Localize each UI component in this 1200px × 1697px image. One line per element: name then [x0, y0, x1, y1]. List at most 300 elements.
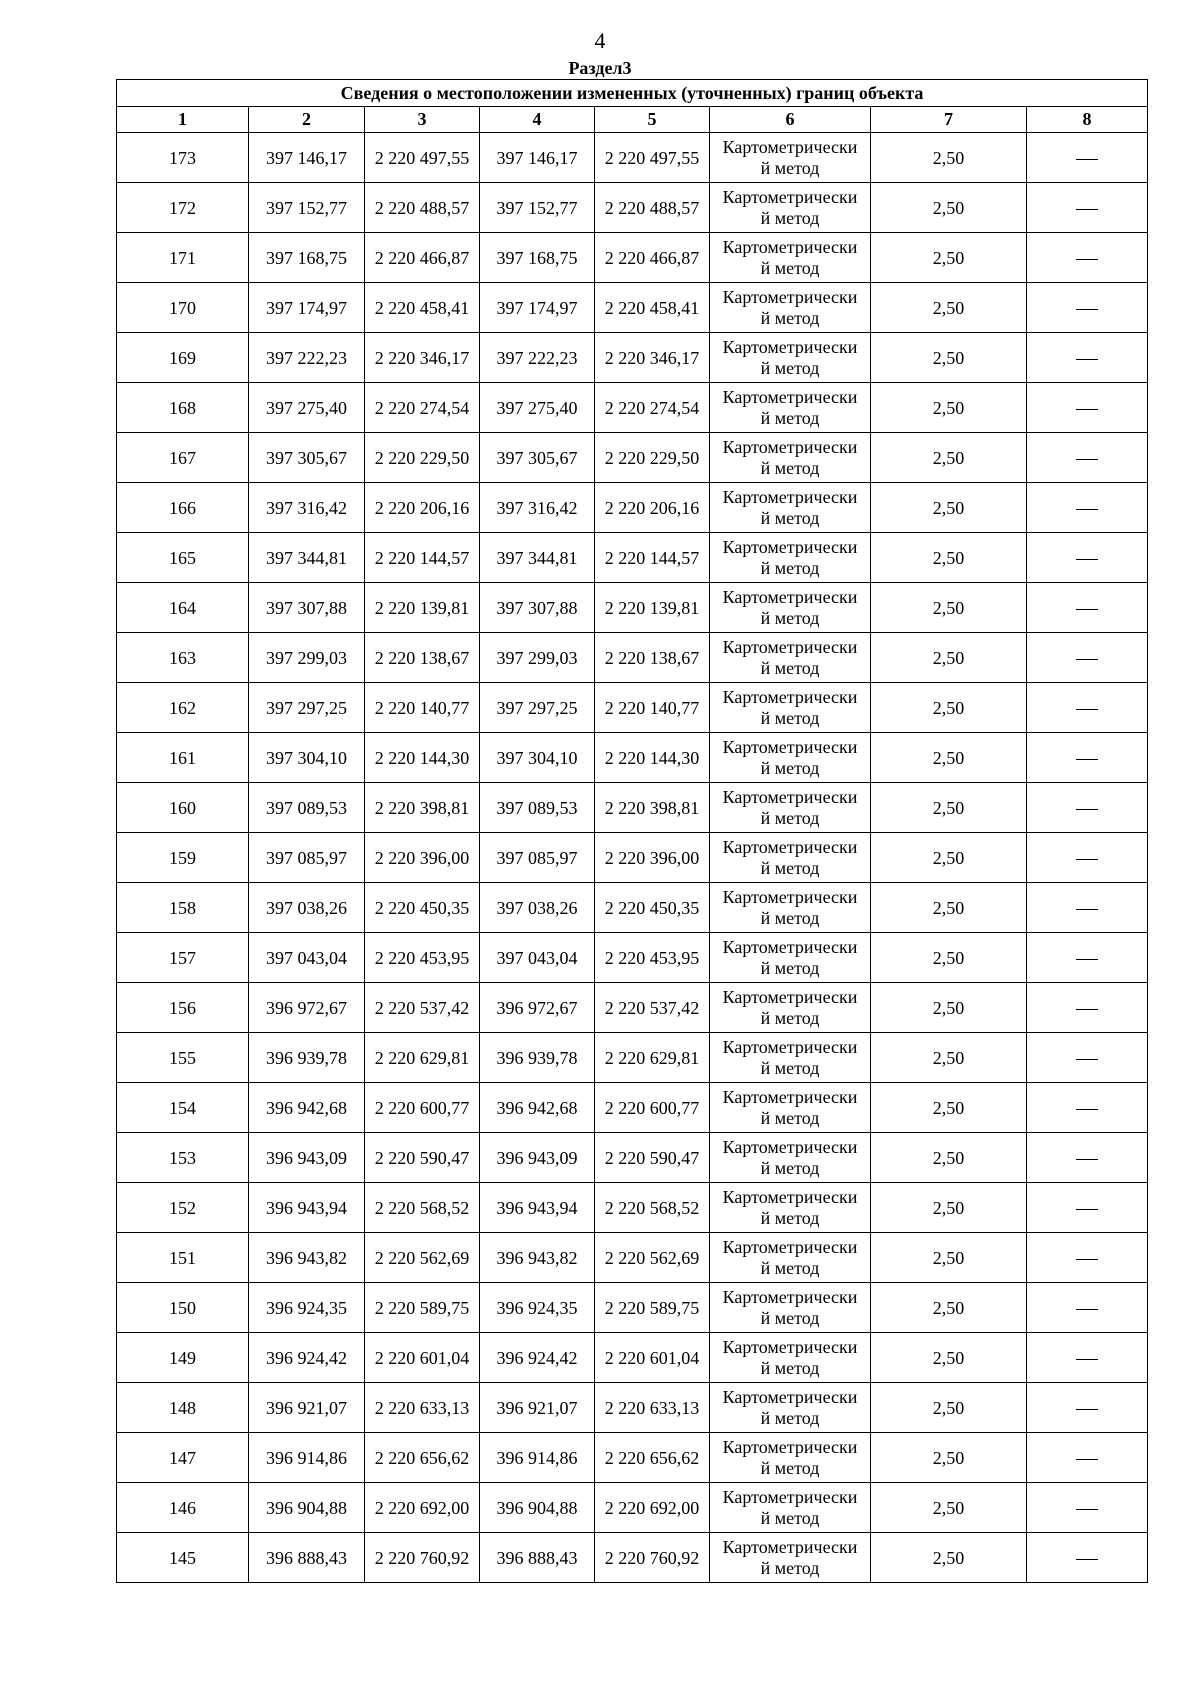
refined-x-cell: 397 344,81 — [480, 533, 595, 583]
accuracy-cell: 2,50 — [871, 783, 1027, 833]
point-number-cell: 156 — [117, 983, 249, 1033]
accuracy-cell: 2,50 — [871, 1483, 1027, 1533]
column-header-7: 7 — [871, 107, 1027, 133]
refined-y-cell: 2 220 600,77 — [595, 1083, 710, 1133]
method-text-line1: Картометрически — [722, 186, 858, 207]
existing-x-cell: 397 316,42 — [249, 483, 365, 533]
accuracy-cell: 2,50 — [871, 483, 1027, 533]
method-cell — [710, 333, 871, 383]
empty-value-cell — [1027, 583, 1148, 633]
existing-x-cell: 396 943,09 — [249, 1133, 365, 1183]
refined-y-cell: 2 220 396,00 — [595, 833, 710, 883]
table-row — [117, 283, 1148, 333]
accuracy-cell: 2,50 — [871, 983, 1027, 1033]
point-number-cell: 167 — [117, 433, 249, 483]
dash-mark — [1076, 909, 1098, 910]
empty-value-cell — [1027, 433, 1148, 483]
empty-value-cell — [1027, 783, 1148, 833]
empty-value-cell — [1027, 833, 1148, 883]
existing-y-cell: 2 220 589,75 — [365, 1283, 480, 1333]
method-text-line2: й метод — [760, 207, 820, 228]
existing-y-cell: 2 220 450,35 — [365, 883, 480, 933]
existing-y-cell: 2 220 629,81 — [365, 1033, 480, 1083]
refined-y-cell: 2 220 144,30 — [595, 733, 710, 783]
accuracy-cell: 2,50 — [871, 1183, 1027, 1233]
method-cell — [710, 1283, 871, 1333]
dash-mark — [1076, 1109, 1098, 1110]
refined-y-cell: 2 220 497,55 — [595, 133, 710, 183]
empty-value-cell — [1027, 1533, 1148, 1583]
dash-mark — [1076, 1059, 1098, 1060]
method-text-line2: й метод — [760, 857, 820, 878]
table-row — [117, 933, 1148, 983]
method-cell — [710, 1533, 871, 1583]
point-number-cell: 170 — [117, 283, 249, 333]
existing-y-cell: 2 220 346,17 — [365, 333, 480, 383]
dash-mark — [1076, 709, 1098, 710]
method-text-line1: Картометрически — [722, 286, 858, 307]
refined-x-cell: 396 943,82 — [480, 1233, 595, 1283]
refined-x-cell: 396 904,88 — [480, 1483, 595, 1533]
method-text-line1: Картометрически — [722, 136, 858, 157]
method-cell — [710, 1233, 871, 1283]
coordinates-table — [116, 79, 1148, 1583]
point-number-cell: 168 — [117, 383, 249, 433]
method-text-line1: Картометрически — [722, 436, 858, 457]
existing-y-cell: 2 220 138,67 — [365, 633, 480, 683]
existing-y-cell: 2 220 140,77 — [365, 683, 480, 733]
method-text-line2: й метод — [760, 457, 820, 478]
method-text-line2: й метод — [760, 1507, 820, 1528]
refined-y-cell: 2 220 398,81 — [595, 783, 710, 833]
existing-x-cell: 397 307,88 — [249, 583, 365, 633]
existing-x-cell: 396 972,67 — [249, 983, 365, 1033]
column-header-1: 1 — [117, 107, 249, 133]
table-row — [117, 383, 1148, 433]
dash-mark — [1076, 1259, 1098, 1260]
refined-x-cell: 397 305,67 — [480, 433, 595, 483]
table-caption: Сведения о местоположении измененных (уточненных) границ объекта — [117, 80, 1148, 107]
method-cell — [710, 1433, 871, 1483]
method-text-line1: Картометрически — [722, 1036, 858, 1057]
dash-mark — [1076, 1009, 1098, 1010]
point-number-cell: 150 — [117, 1283, 249, 1333]
existing-x-cell: 397 146,17 — [249, 133, 365, 183]
refined-x-cell: 396 921,07 — [480, 1383, 595, 1433]
column-number-row — [117, 107, 1148, 133]
refined-y-cell: 2 220 206,16 — [595, 483, 710, 533]
existing-y-cell: 2 220 206,16 — [365, 483, 480, 533]
method-cell — [710, 733, 871, 783]
existing-y-cell: 2 220 229,50 — [365, 433, 480, 483]
existing-x-cell: 396 921,07 — [249, 1383, 365, 1433]
table-row — [117, 983, 1148, 1033]
table-row — [117, 1133, 1148, 1183]
table-row — [117, 1233, 1148, 1283]
empty-value-cell — [1027, 1283, 1148, 1333]
point-number-cell: 161 — [117, 733, 249, 783]
method-text-line2: й метод — [760, 1157, 820, 1178]
refined-y-cell: 2 220 760,92 — [595, 1533, 710, 1583]
existing-x-cell: 397 297,25 — [249, 683, 365, 733]
existing-y-cell: 2 220 692,00 — [365, 1483, 480, 1533]
method-text-line1: Картометрически — [722, 1436, 858, 1457]
accuracy-cell: 2,50 — [871, 733, 1027, 783]
method-cell — [710, 683, 871, 733]
refined-y-cell: 2 220 144,57 — [595, 533, 710, 583]
existing-x-cell: 396 943,94 — [249, 1183, 365, 1233]
refined-x-cell: 397 297,25 — [480, 683, 595, 733]
accuracy-cell: 2,50 — [871, 833, 1027, 883]
refined-x-cell: 397 222,23 — [480, 333, 595, 383]
empty-value-cell — [1027, 133, 1148, 183]
method-cell — [710, 1483, 871, 1533]
dash-mark — [1076, 359, 1098, 360]
method-text-line2: й метод — [760, 957, 820, 978]
point-number-cell: 152 — [117, 1183, 249, 1233]
refined-x-cell: 397 146,17 — [480, 133, 595, 183]
accuracy-cell: 2,50 — [871, 283, 1027, 333]
method-text-line2: й метод — [760, 507, 820, 528]
accuracy-cell: 2,50 — [871, 1083, 1027, 1133]
refined-x-cell: 397 316,42 — [480, 483, 595, 533]
refined-x-cell: 396 972,67 — [480, 983, 595, 1033]
dash-mark — [1076, 409, 1098, 410]
accuracy-cell: 2,50 — [871, 233, 1027, 283]
method-cell — [710, 433, 871, 483]
method-text-line1: Картометрически — [722, 836, 858, 857]
refined-y-cell: 2 220 488,57 — [595, 183, 710, 233]
existing-y-cell: 2 220 453,95 — [365, 933, 480, 983]
method-text-line1: Картометрически — [722, 1286, 858, 1307]
point-number-cell: 145 — [117, 1533, 249, 1583]
method-text-line1: Картометрически — [722, 486, 858, 507]
point-number-cell: 171 — [117, 233, 249, 283]
refined-x-cell: 397 304,10 — [480, 733, 595, 783]
refined-y-cell: 2 220 589,75 — [595, 1283, 710, 1333]
refined-y-cell: 2 220 656,62 — [595, 1433, 710, 1483]
refined-y-cell: 2 220 692,00 — [595, 1483, 710, 1533]
method-text-line1: Картометрически — [722, 236, 858, 257]
existing-y-cell: 2 220 396,00 — [365, 833, 480, 883]
accuracy-cell: 2,50 — [871, 1133, 1027, 1183]
refined-x-cell: 396 924,35 — [480, 1283, 595, 1333]
method-text-line2: й метод — [760, 607, 820, 628]
empty-value-cell — [1027, 1333, 1148, 1383]
existing-x-cell: 397 089,53 — [249, 783, 365, 833]
point-number-cell: 155 — [117, 1033, 249, 1083]
accuracy-cell: 2,50 — [871, 1433, 1027, 1483]
empty-value-cell — [1027, 183, 1148, 233]
dash-mark — [1076, 209, 1098, 210]
empty-value-cell — [1027, 1083, 1148, 1133]
point-number-cell: 153 — [117, 1133, 249, 1183]
dash-mark — [1076, 1359, 1098, 1360]
existing-x-cell: 397 305,67 — [249, 433, 365, 483]
method-cell — [710, 833, 871, 883]
refined-x-cell: 397 038,26 — [480, 883, 595, 933]
existing-x-cell: 396 939,78 — [249, 1033, 365, 1083]
method-cell — [710, 233, 871, 283]
method-text-line2: й метод — [760, 907, 820, 928]
table-row — [117, 483, 1148, 533]
refined-y-cell: 2 220 274,54 — [595, 383, 710, 433]
point-number-cell: 165 — [117, 533, 249, 583]
accuracy-cell: 2,50 — [871, 183, 1027, 233]
method-text-line2: й метод — [760, 1307, 820, 1328]
existing-y-cell: 2 220 144,57 — [365, 533, 480, 583]
dash-mark — [1076, 809, 1098, 810]
point-number-cell: 151 — [117, 1233, 249, 1283]
method-cell — [710, 883, 871, 933]
dash-mark — [1076, 959, 1098, 960]
existing-x-cell: 397 152,77 — [249, 183, 365, 233]
accuracy-cell: 2,50 — [871, 583, 1027, 633]
existing-y-cell: 2 220 760,92 — [365, 1533, 480, 1583]
refined-y-cell: 2 220 139,81 — [595, 583, 710, 633]
table-row — [117, 533, 1148, 583]
method-text-line1: Картометрически — [722, 586, 858, 607]
method-text-line1: Картометрически — [722, 336, 858, 357]
existing-y-cell: 2 220 562,69 — [365, 1233, 480, 1283]
method-text-line1: Картометрически — [722, 686, 858, 707]
method-text-line1: Картометрически — [722, 936, 858, 957]
method-cell — [710, 983, 871, 1033]
accuracy-cell: 2,50 — [871, 383, 1027, 433]
refined-x-cell: 397 174,97 — [480, 283, 595, 333]
existing-y-cell: 2 220 633,13 — [365, 1383, 480, 1433]
accuracy-cell: 2,50 — [871, 333, 1027, 383]
method-cell — [710, 183, 871, 233]
existing-x-cell: 397 038,26 — [249, 883, 365, 933]
refined-y-cell: 2 220 138,67 — [595, 633, 710, 683]
method-cell — [710, 1083, 871, 1133]
empty-value-cell — [1027, 883, 1148, 933]
method-text-line1: Картометрически — [722, 886, 858, 907]
accuracy-cell: 2,50 — [871, 1383, 1027, 1433]
refined-y-cell: 2 220 568,52 — [595, 1183, 710, 1233]
method-cell — [710, 1183, 871, 1233]
accuracy-cell: 2,50 — [871, 933, 1027, 983]
refined-y-cell: 2 220 590,47 — [595, 1133, 710, 1183]
refined-x-cell: 396 942,68 — [480, 1083, 595, 1133]
empty-value-cell — [1027, 1133, 1148, 1183]
existing-x-cell: 397 275,40 — [249, 383, 365, 433]
dash-mark — [1076, 1459, 1098, 1460]
table-row — [117, 1283, 1148, 1333]
method-cell — [710, 633, 871, 683]
refined-x-cell: 397 085,97 — [480, 833, 595, 883]
dash-mark — [1076, 159, 1098, 160]
refined-y-cell: 2 220 466,87 — [595, 233, 710, 283]
existing-x-cell: 396 888,43 — [249, 1533, 365, 1583]
table-row — [117, 1533, 1148, 1583]
method-cell — [710, 783, 871, 833]
method-text-line2: й метод — [760, 257, 820, 278]
column-header-3: 3 — [365, 107, 480, 133]
method-text-line2: й метод — [760, 1407, 820, 1428]
point-number-cell: 169 — [117, 333, 249, 383]
method-text-line1: Картометрически — [722, 636, 858, 657]
point-number-cell: 166 — [117, 483, 249, 533]
table-row — [117, 733, 1148, 783]
table-row — [117, 883, 1148, 933]
table-row — [117, 1033, 1148, 1083]
column-header-4: 4 — [480, 107, 595, 133]
method-text-line2: й метод — [760, 1207, 820, 1228]
method-text-line2: й метод — [760, 157, 820, 178]
existing-x-cell: 397 304,10 — [249, 733, 365, 783]
refined-x-cell: 396 924,42 — [480, 1333, 595, 1383]
point-number-cell: 172 — [117, 183, 249, 233]
method-text-line2: й метод — [760, 307, 820, 328]
table-row — [117, 1183, 1148, 1233]
method-cell — [710, 533, 871, 583]
empty-value-cell — [1027, 1033, 1148, 1083]
point-number-cell: 148 — [117, 1383, 249, 1433]
method-text-line2: й метод — [760, 1107, 820, 1128]
point-number-cell: 146 — [117, 1483, 249, 1533]
refined-y-cell: 2 220 140,77 — [595, 683, 710, 733]
table-row — [117, 683, 1148, 733]
empty-value-cell — [1027, 283, 1148, 333]
table-row — [117, 1083, 1148, 1133]
accuracy-cell: 2,50 — [871, 683, 1027, 733]
method-text-line2: й метод — [760, 407, 820, 428]
refined-x-cell: 396 939,78 — [480, 1033, 595, 1083]
column-header-5: 5 — [595, 107, 710, 133]
empty-value-cell — [1027, 1183, 1148, 1233]
existing-x-cell: 396 904,88 — [249, 1483, 365, 1533]
point-number-cell: 149 — [117, 1333, 249, 1383]
method-text-line2: й метод — [760, 657, 820, 678]
method-text-line2: й метод — [760, 1557, 820, 1578]
existing-y-cell: 2 220 497,55 — [365, 133, 480, 183]
empty-value-cell — [1027, 633, 1148, 683]
accuracy-cell: 2,50 — [871, 1033, 1027, 1083]
existing-y-cell: 2 220 537,42 — [365, 983, 480, 1033]
method-text-line2: й метод — [760, 1007, 820, 1028]
method-cell — [710, 483, 871, 533]
method-text-line1: Картометрически — [722, 1386, 858, 1407]
table-row — [117, 633, 1148, 683]
refined-x-cell: 397 299,03 — [480, 633, 595, 683]
existing-x-cell: 396 914,86 — [249, 1433, 365, 1483]
method-text-line2: й метод — [760, 707, 820, 728]
method-text-line1: Картометрически — [722, 1486, 858, 1507]
point-number-cell: 160 — [117, 783, 249, 833]
column-header-8: 8 — [1027, 107, 1148, 133]
refined-x-cell: 396 943,94 — [480, 1183, 595, 1233]
refined-y-cell: 2 220 601,04 — [595, 1333, 710, 1383]
existing-y-cell: 2 220 488,57 — [365, 183, 480, 233]
method-cell — [710, 283, 871, 333]
existing-y-cell: 2 220 398,81 — [365, 783, 480, 833]
empty-value-cell — [1027, 533, 1148, 583]
point-number-cell: 162 — [117, 683, 249, 733]
accuracy-cell: 2,50 — [871, 633, 1027, 683]
existing-x-cell: 396 924,42 — [249, 1333, 365, 1383]
refined-y-cell: 2 220 458,41 — [595, 283, 710, 333]
existing-x-cell: 397 043,04 — [249, 933, 365, 983]
existing-y-cell: 2 220 601,04 — [365, 1333, 480, 1383]
dash-mark — [1076, 1209, 1098, 1210]
method-text-line1: Картометрически — [722, 1336, 858, 1357]
empty-value-cell — [1027, 733, 1148, 783]
existing-x-cell: 396 924,35 — [249, 1283, 365, 1333]
table-row — [117, 1383, 1148, 1433]
method-text-line1: Картометрически — [722, 1536, 858, 1557]
table-body — [117, 133, 1148, 1583]
method-cell — [710, 1333, 871, 1383]
refined-y-cell: 2 220 537,42 — [595, 983, 710, 1033]
refined-y-cell: 2 220 346,17 — [595, 333, 710, 383]
existing-x-cell: 397 344,81 — [249, 533, 365, 583]
refined-y-cell: 2 220 229,50 — [595, 433, 710, 483]
dash-mark — [1076, 459, 1098, 460]
method-text-line1: Картометрически — [722, 786, 858, 807]
existing-y-cell: 2 220 144,30 — [365, 733, 480, 783]
dash-mark — [1076, 1509, 1098, 1510]
empty-value-cell — [1027, 1483, 1148, 1533]
dash-mark — [1076, 659, 1098, 660]
method-text-line1: Картометрически — [722, 986, 858, 1007]
point-number-cell: 163 — [117, 633, 249, 683]
existing-y-cell: 2 220 656,62 — [365, 1433, 480, 1483]
table-row — [117, 583, 1148, 633]
method-cell — [710, 583, 871, 633]
table-row — [117, 1333, 1148, 1383]
method-cell — [710, 133, 871, 183]
method-text-line1: Картометрически — [722, 736, 858, 757]
empty-value-cell — [1027, 333, 1148, 383]
method-text-line2: й метод — [760, 357, 820, 378]
table-row — [117, 433, 1148, 483]
accuracy-cell: 2,50 — [871, 1283, 1027, 1333]
existing-y-cell: 2 220 139,81 — [365, 583, 480, 633]
existing-y-cell: 2 220 274,54 — [365, 383, 480, 433]
existing-y-cell: 2 220 568,52 — [365, 1183, 480, 1233]
refined-y-cell: 2 220 633,13 — [595, 1383, 710, 1433]
table-row — [117, 133, 1148, 183]
empty-value-cell — [1027, 1383, 1148, 1433]
refined-x-cell: 397 275,40 — [480, 383, 595, 433]
accuracy-cell: 2,50 — [871, 1233, 1027, 1283]
table-row — [117, 333, 1148, 383]
method-text-line2: й метод — [760, 757, 820, 778]
method-text-line2: й метод — [760, 1357, 820, 1378]
method-text-line1: Картометрически — [722, 1236, 858, 1257]
dash-mark — [1076, 509, 1098, 510]
dash-mark — [1076, 559, 1098, 560]
dash-mark — [1076, 1559, 1098, 1560]
accuracy-cell: 2,50 — [871, 533, 1027, 583]
existing-y-cell: 2 220 466,87 — [365, 233, 480, 283]
method-cell — [710, 1383, 871, 1433]
method-cell — [710, 1133, 871, 1183]
existing-x-cell: 397 299,03 — [249, 633, 365, 683]
empty-value-cell — [1027, 383, 1148, 433]
point-number-cell: 158 — [117, 883, 249, 933]
dash-mark — [1076, 1159, 1098, 1160]
method-text-line1: Картометрически — [722, 1186, 858, 1207]
dash-mark — [1076, 1409, 1098, 1410]
table-row — [117, 1433, 1148, 1483]
point-number-cell: 173 — [117, 133, 249, 183]
empty-value-cell — [1027, 1433, 1148, 1483]
method-text-line2: й метод — [760, 1057, 820, 1078]
refined-y-cell: 2 220 562,69 — [595, 1233, 710, 1283]
